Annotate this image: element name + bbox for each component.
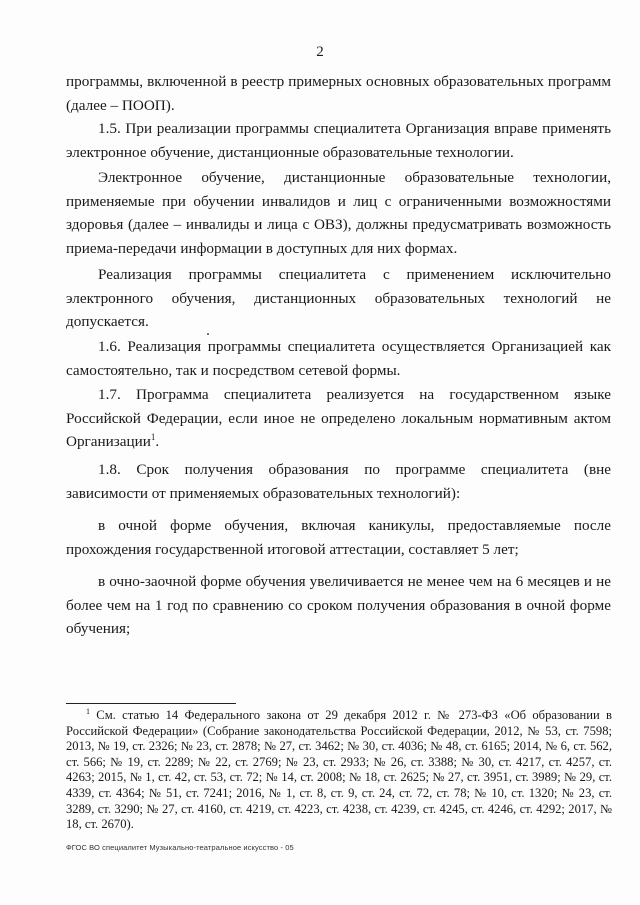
paragraph-1-8: 1.8. Срок получения образования по программе специалитета (вне зависимости от применяемых образовательных технологий):: [66, 461, 611, 502]
paragraph-ovz: Электронное обучение, дистанционные образовательные технологии, применяемые при обучении инвалидов и лиц с ограниченными возможностями здоровья (далее – инвалиды и лица с ОВЗ), должны предусматривать возможность приема-передачи информации в доступных для них формах.: [66, 169, 611, 257]
footnote-reference: 1: [150, 431, 156, 442]
footnote-marker: 1: [86, 706, 90, 716]
paragraph-1-5: 1.5. При реализации программы специалитета Организация вправе применять электронное обучение, дистанционные образовательные технологии.: [66, 120, 611, 161]
footnote-separator: [66, 703, 236, 704]
paragraph-full-time: в очной форме обучения, включая каникулы, предоставляемые после прохождения государственной итоговой аттестации, составляет 5 лет;: [66, 517, 611, 558]
paragraph-1-7-end: .: [155, 433, 160, 450]
paragraph-1-7-text: 1.7. Программа специалитета реализуется на государственном языке Российской Федерации, если иное не определено локальным нормативным актом Организации: [66, 386, 611, 450]
footnote-text: См. статью 14 Федерального закона от 29 декабря 2012 г. № 273-ФЗ «Об образовании в Российской Федерации» (Собрание законодательства Российской Федерации, 2012, № 53, ст. 7598; 2013, № 19, ст. 2326; № 23, ст. 2878; № 27, ст. 3462; № 30, ст. 4036; № 48, ст. 6165; 2014, № 6, ст. 562, ст. 566; № 19, ст. 2289; № 22, ст. 2769; № 23, ст. 2933; № 26, ст. 3388; № 30, ст. 4217, ст. 4257, ст. 4263; 2015, № 1, ст. 42, ст. 53, ст. 72; № 14, ст. 2008; № 18, ст. 2625; № 27, ст. 3951, ст. 3989; № 29, ст. 4339, ст. 4364; № 51, ст. 7241; 2016, № 1, ст. 8, ст. 9, ст. 24, ст. 72, ст. 78; № 10, ст. 1320; № 23, ст. 3289, ст. 3290; № 27, ст. 4160, ст. 4219, ст. 4223, ст. 4238, ст. 4239, ст. 4245, ст. 4246, ст. 4292; 2017, № 18, ст. 2670).: [66, 708, 612, 832]
paragraph-part-time: в очно-заочной форме обучения увеличивается не менее чем на 6 месяцев и не более чем на 1 год по сравнению со сроком получения образования в очной форме обучения;: [66, 573, 611, 637]
paragraph-1-7: [66, 383, 611, 454]
paragraph-poop: программы, включенной в реестр примерных основных образовательных программ (далее – ПООП).: [66, 73, 611, 114]
footnote: [66, 708, 612, 833]
page-footer: ФГОС ВО специалитет Музыкально-театральное искусство - 05: [66, 843, 294, 852]
paragraph-1-6: 1.6. Реализация программы специалитета осуществляется Организацией как самостоятельно, так и посредством сетевой формы.: [66, 338, 611, 379]
scan-speck: [207, 333, 209, 335]
paragraph-exclusive-elearning: Реализация программы специалитета с применением исключительно электронного обучения, дистанционных образовательных технологий не допускается.: [66, 266, 611, 330]
page-number: 2: [316, 44, 324, 60]
